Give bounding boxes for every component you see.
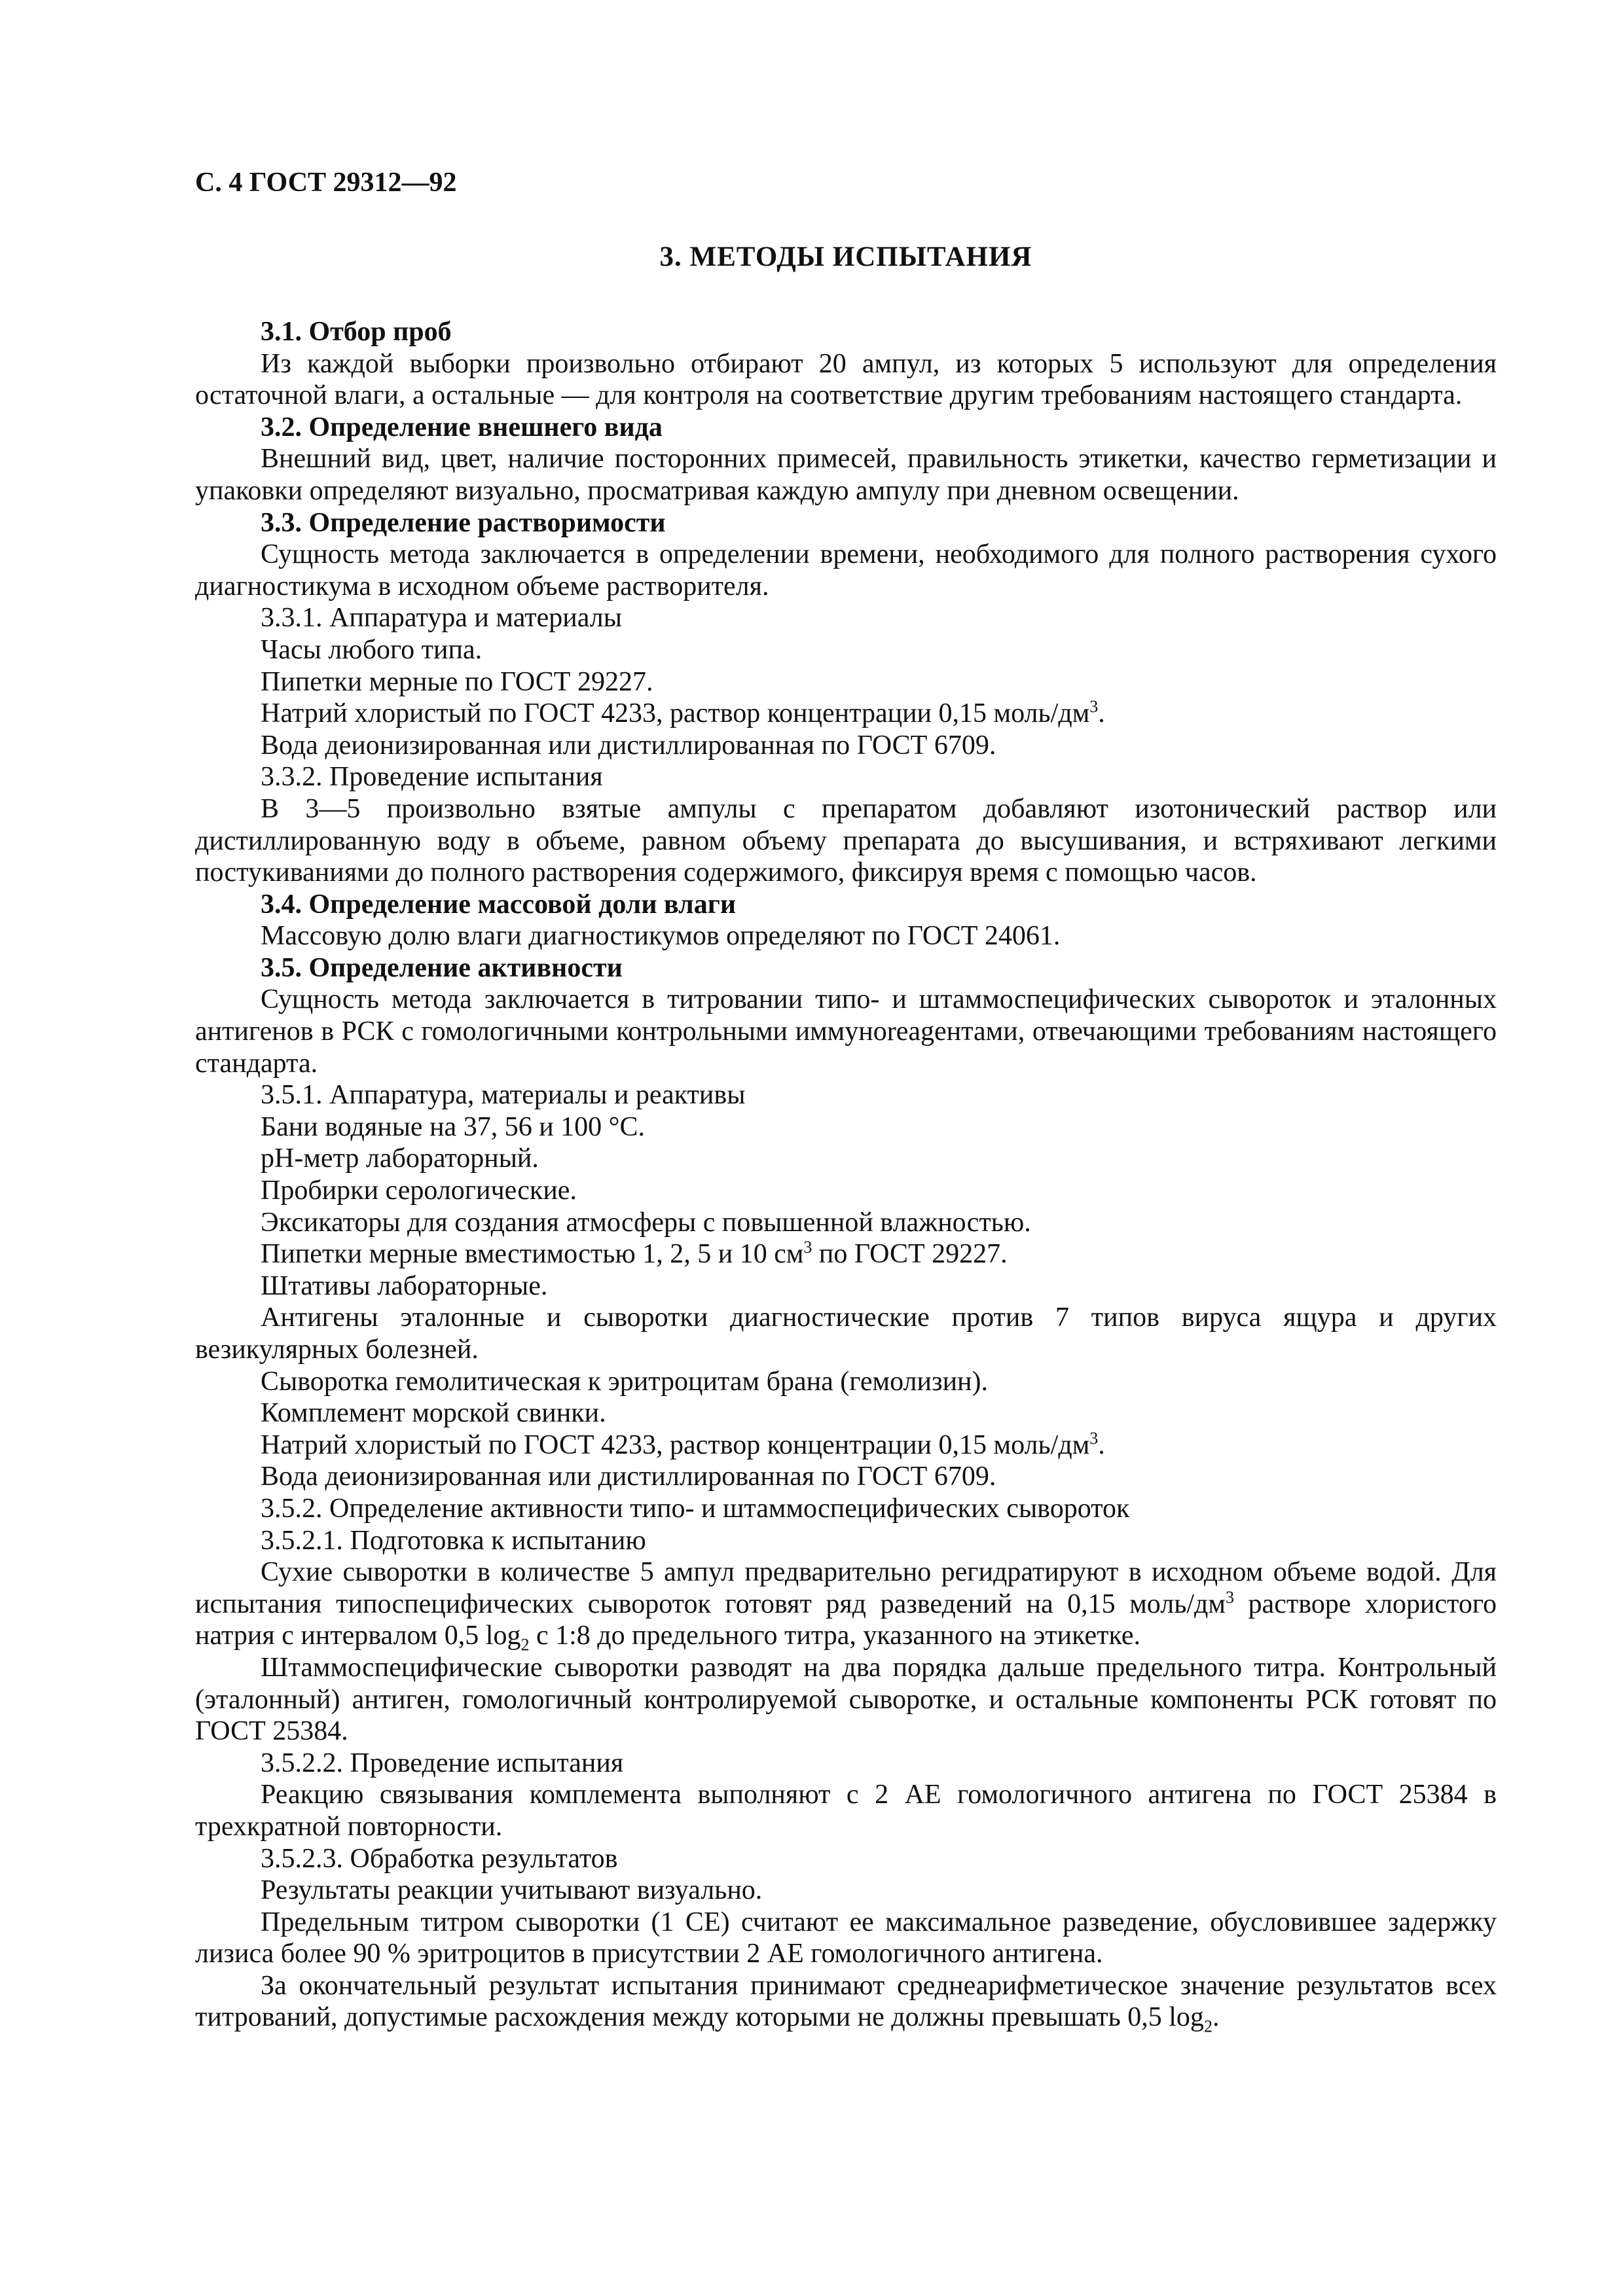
paragraph: Антигены эталонные и сыворотки диагностические против 7 типов вируса ящура и других везикулярных болезней. bbox=[195, 1302, 1497, 1365]
document-body bbox=[195, 316, 1497, 2034]
section-title: 3. МЕТОДЫ ИСПЫТАНИЯ bbox=[659, 242, 1032, 272]
paragraph: Вода деионизированная или дистиллированная по ГОСТ 6709. bbox=[261, 1462, 996, 1492]
subsection-heading: 3.4. Определение массовой доли влаги bbox=[261, 889, 737, 920]
subsection-heading: 3.1. Отбор проб bbox=[261, 317, 452, 347]
paragraph: Бани водяные на 37, 56 и 100 °С. bbox=[261, 1111, 645, 1142]
paragraph: Вода деионизированная или дистиллированная по ГОСТ 6709. bbox=[261, 730, 996, 761]
page-header: С. 4 ГОСТ 29312—92 bbox=[195, 168, 457, 198]
paragraph: Комплемент морской свинки. bbox=[261, 1398, 606, 1429]
paragraph: Предельным титром сыворотки (1 СЕ) считают ее максимальное разведение, обусловившее задержку лизиса более 90 % эритроцитов в присутствии 2 АЕ гомологичного антигена. bbox=[195, 1907, 1497, 1969]
paragraph: Сухие сыворотки в количестве 5 ампул предварительно регидратируют в исходном объеме водой. Для испытания типоспецифических сывороток готовят ряд разведений на 0,15 моль/$дм^3$ растворе хлористого натрия с интервалом 0,5 $\log_2 с$ 1:8 до предельного титра, указанного на этикетке. bbox=[195, 1557, 1497, 1655]
subsection-heading: 3.5. Определение активности bbox=[261, 952, 623, 983]
paragraph: Натрий хлористый по ГОСТ 4233, раствор концентрации 0,15 моль/$дм^3$. bbox=[261, 1428, 1105, 1460]
paragraph: Сыворотка гемолитическая к эритроцитам брана (гемолизин). bbox=[261, 1366, 989, 1397]
paragraph: Пробирки серологические. bbox=[261, 1175, 577, 1206]
paragraph: Пипетки мерные по ГОСТ 29227. bbox=[261, 666, 653, 697]
paragraph: В 3—5 произвольно взятые ампулы с препаратом добавляют изотонический раствор или дистиллированную воду в объеме, равном объему препарата до высушивания, и встряхивают легкими постукиваниями до полного растворения содержимого, фиксируя время с помощью часов. bbox=[195, 793, 1497, 888]
paragraph: 3.5.2. Определение активности типо- и штаммоспецифических сывороток bbox=[261, 1493, 1130, 1524]
paragraph: 3.5.2.3. Обработка результатов bbox=[261, 1843, 618, 1874]
document-page bbox=[195, 167, 1497, 2034]
subsection-heading: 3.2. Определение внешнего вида bbox=[261, 412, 663, 442]
paragraph: 3.5.1. Аппаратура, материалы и реактивы bbox=[261, 1080, 746, 1111]
paragraph: 3.5.2.1. Подготовка к испытанию bbox=[261, 1525, 646, 1556]
paragraph: 3.3.1. Аппаратура и материалы bbox=[261, 603, 622, 634]
paragraph: Массовую долю влаги диагностикумов определяют по ГОСТ 24061. bbox=[261, 921, 1061, 952]
paragraph: За окончательный результат испытания принимают среднеарифметическое значение результатов всех титрований, допустимые расхождения между которыми не должны превышать 0,5 $\log_2$. bbox=[195, 1970, 1497, 2036]
paragraph: Штативы лабораторные. bbox=[261, 1270, 548, 1301]
paragraph: Натрий хлористый по ГОСТ 4233, раствор концентрации 0,15 моль/$дм^3$. bbox=[261, 697, 1105, 729]
paragraph: Из каждой выборки произвольно отбирают 20 ампул, из которых 5 используют для определения остаточной влаги, а остальные — для контроля на соответствие другим требованиям настоящего стандарта. bbox=[195, 348, 1497, 411]
paragraph: Результаты реакции учитывают визуально. bbox=[261, 1875, 763, 1906]
paragraph: 3.5.2.2. Проведение испытания bbox=[261, 1748, 624, 1778]
paragraph: Штаммоспецифические сыворотки разводят на два порядка дальше предельного титра. Контрольный (эталонный) антиген, гомологичный контролируемой сыворотке, и остальные компоненты РСК готовят по ГОСТ 25384. bbox=[195, 1652, 1497, 1747]
paragraph: 3.3.2. Проведение испытания bbox=[261, 762, 603, 793]
paragraph: Эксикаторы для создания атмосферы с повышенной влажностью. bbox=[261, 1207, 1031, 1238]
paragraph: Реакцию связывания комплемента выполняют с 2 АЕ гомологичного антигена по ГОСТ 25384 в трехкратной повторности. bbox=[195, 1780, 1497, 1842]
paragraph: Сущность метода заключается в определении времени, необходимого для полного растворения сухого диагностикума в исходном объеме растворителя. bbox=[195, 539, 1497, 601]
paragraph: Пипетки мерные вместимостью 1, 2, 5 и 10 $см^3$ по ГОСТ 29227. bbox=[261, 1238, 1008, 1270]
paragraph: Внешний вид, цвет, наличие посторонних примесей, правильность этикетки, качество герметизации и упаковки определяют визуально, просматривая каждую ампулу при дневном освещении. bbox=[195, 444, 1497, 506]
subsection-heading: 3.3. Определение растворимости bbox=[261, 507, 666, 538]
paragraph: Часы любого типа. bbox=[261, 634, 483, 665]
paragraph: Сущность метода заключается в титровании типо- и штаммоспецифических сывороток и эталонных антигенов в РСК с гомологичными контрольными иммуноreagентами, отвечающими требованиям настоящего стандарта. bbox=[195, 984, 1497, 1079]
paragraph: pH-метр лабораторный. bbox=[261, 1143, 539, 1174]
